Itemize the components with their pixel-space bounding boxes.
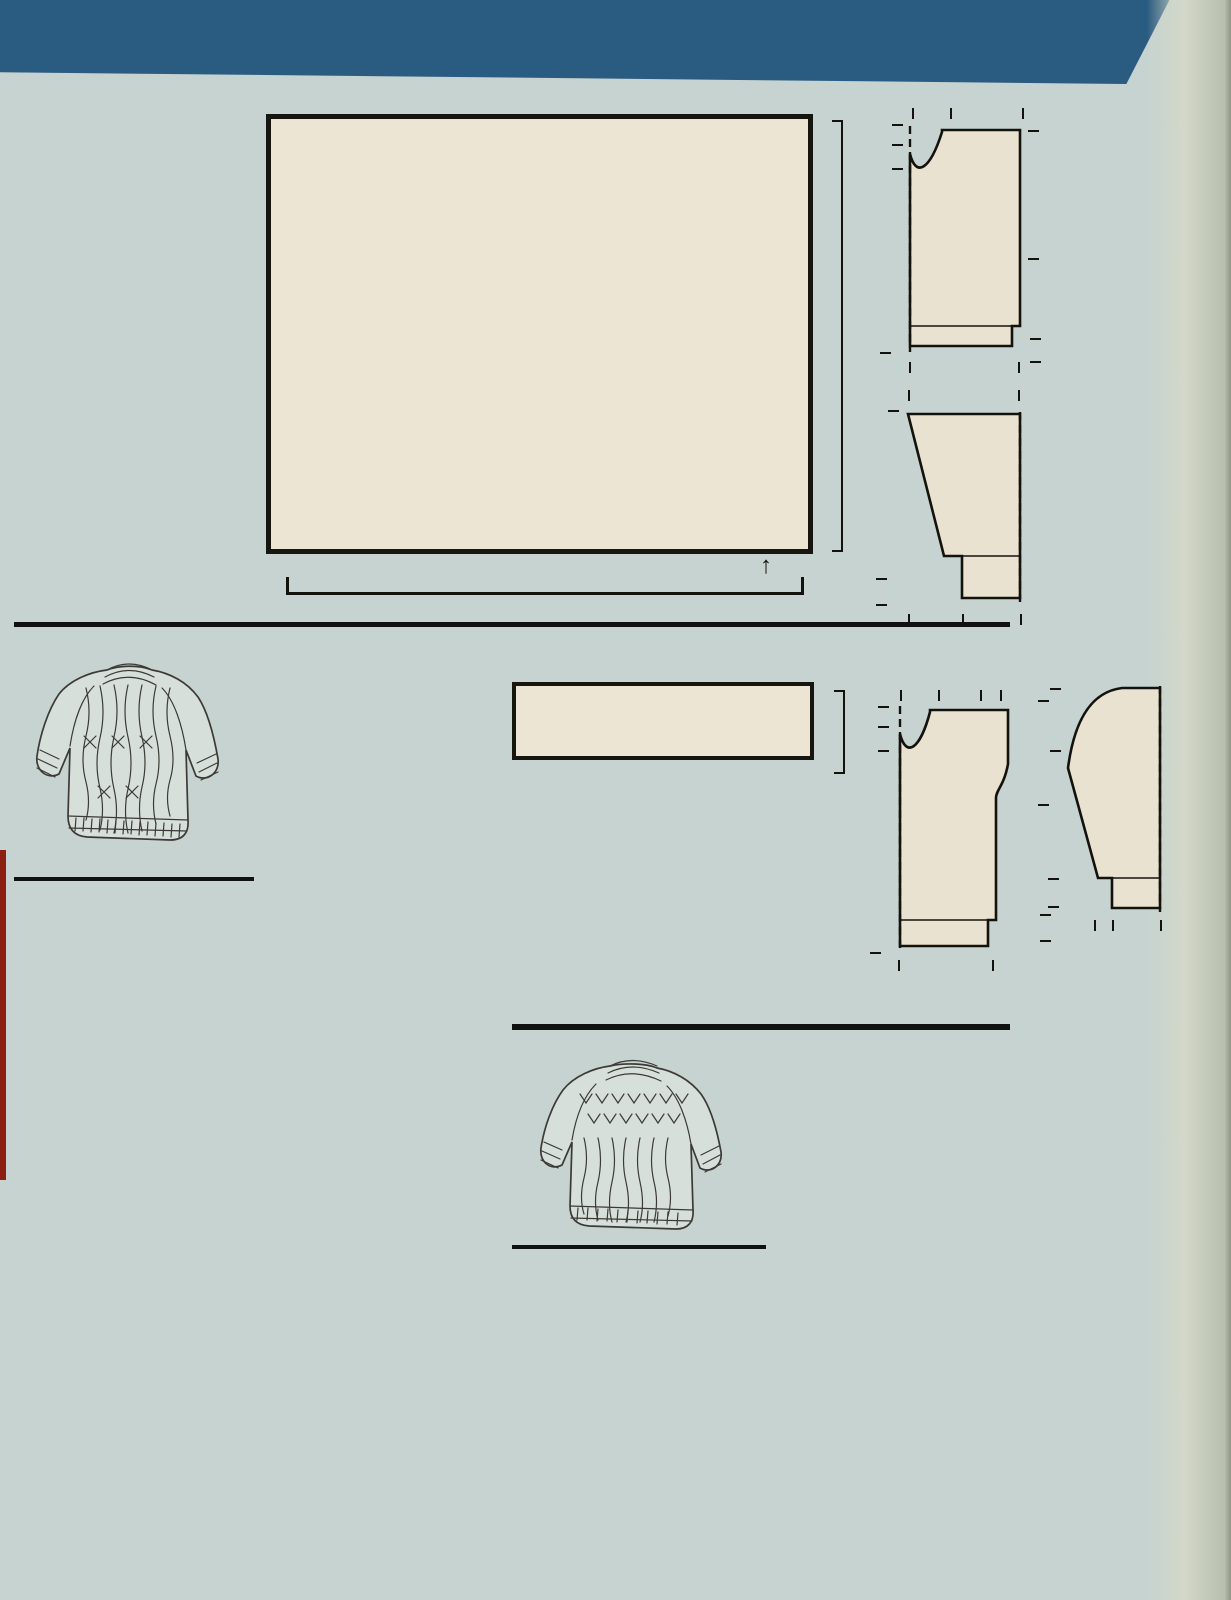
- symbol-legend-2: [512, 822, 812, 824]
- schematic-shape: [890, 702, 1030, 964]
- modell9-title: [512, 1240, 766, 1249]
- rapport-bracket: [286, 592, 804, 595]
- hoehenrapport-bracket-1: [841, 120, 843, 552]
- rapport-tick: [286, 577, 289, 594]
- modell9-article: [512, 1240, 766, 1269]
- bracket-tick: [832, 550, 843, 552]
- symbol-legend-1: [16, 100, 258, 102]
- section-divider: [14, 622, 1010, 627]
- knitting-chart-1: [266, 114, 813, 554]
- knitting-chart-2: [512, 682, 814, 760]
- modell8-article: [14, 872, 254, 901]
- sweater-illustration-modell8: [12, 640, 244, 868]
- top-banner: [0, 0, 1231, 84]
- schematic-sleeve-2: [1016, 652, 1231, 1000]
- section-divider-2: [512, 1024, 1010, 1030]
- bracket-tick: [832, 120, 843, 122]
- page-edge-red-strip: [0, 850, 6, 1180]
- rapport-tick: [801, 577, 804, 594]
- schematic-shape: [900, 406, 1032, 606]
- rapport-start-arrow-icon: ↑: [760, 552, 772, 579]
- modell8-title: [14, 872, 254, 881]
- schematic-shape: [1060, 682, 1170, 914]
- sweater-illustration-modell9: [510, 1038, 762, 1240]
- schematic-sleeve-1: [862, 386, 1230, 636]
- schematic-front-back-1: [862, 100, 1230, 396]
- schematic-shape: [900, 120, 1032, 370]
